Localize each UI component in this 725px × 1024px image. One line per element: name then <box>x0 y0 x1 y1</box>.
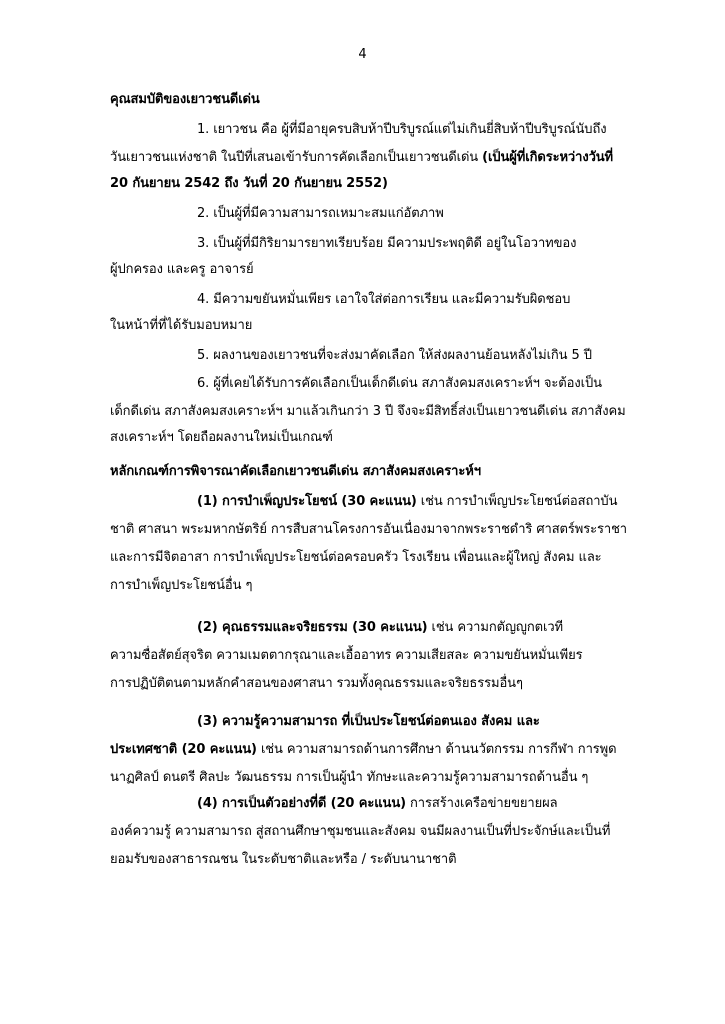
qualification-3-line1: 3. เป็นผู้ที่มีกิริยามารยาทเรียบร้อย มีความประพฤติดี อยู่ในโอวาทของ <box>197 236 577 251</box>
criterion-1-line4: การบำเพ็ญประโยชน์อื่น ๆ <box>110 578 253 593</box>
qualification-1-line2 <box>110 150 613 166</box>
qualification-4-line1: 4. มีความขยันหมั่นเพียร เอาใจใส่ต่อการเรียน และมีความรับผิดชอบ <box>197 292 571 307</box>
criterion-1-title: (1) การบำเพ็ญประโยชน์ (30 คะแนน) <box>197 494 417 509</box>
page-number: 4 <box>358 47 367 62</box>
criterion-3-line2 <box>110 742 616 758</box>
qualification-1-line3: 20 กันยายน 2542 ถึง วันที่ 20 กันยายน 2552) <box>110 176 388 191</box>
qualification-5: 5. ผลงานของเยาวชนที่จะส่งมาคัดเลือก ให้ส่งผลงานย้อนหลังไม่เกิน 5 ปี <box>197 348 592 363</box>
qualification-4-line2: ในหน้าที่ที่ได้รับมอบหมาย <box>110 318 253 333</box>
qualification-6-line3: สงเคราะห์ฯ โดยถือผลงานใหม่เป็นเกณฑ์ <box>110 430 333 445</box>
criterion-1-line3: และการมีจิตอาสา การบำเพ็ญประโยชน์ต่อครอบครัว โรงเรียน เพื่อนและผู้ใหญ่ สังคม และ <box>110 550 602 565</box>
criterion-3-text: เช่น ความสามารถด้านการศึกษา ด้านนวัตกรรม การกีฬา การพูด <box>256 742 617 757</box>
criterion-2-line1 <box>197 620 563 636</box>
criterion-3-title: ประเทศชาติ (20 คะแนน) <box>110 742 257 757</box>
qualification-1-line1: 1. เยาวชน คือ ผู้ที่มีอายุครบสิบห้าปีบริบูรณ์แต่ไม่เกินยี่สิบห้าปีบริบูรณ์นับถึง <box>197 122 607 137</box>
criterion-1-line1 <box>197 494 617 510</box>
criterion-3-line3: นาฏศิลป์ ดนตรี ศิลปะ วัฒนธรรม การเป็นผู้นำ ทักษะและความรู้ความสามารถด้านอื่น ๆ <box>110 770 589 785</box>
criterion-1-line2: ชาติ ศาสนา พระมหากษัตริย์ การสืบสานโครงการอันเนื่องมาจากพระราชดำริ ศาสตร์พระราชา <box>110 522 627 537</box>
criterion-4-line1 <box>197 796 557 812</box>
criterion-2-text: เช่น ความกตัญญูกตเวที <box>427 620 564 635</box>
qualification-6-line1: 6. ผู้ที่เคยได้รับการคัดเลือกเป็นเด็กดีเด่น สภาสังคมสงเคราะห์ฯ จะต้องเป็น <box>197 376 602 391</box>
criterion-1-text: เช่น การบำเพ็ญประโยชน์ต่อสถาบัน <box>416 494 618 509</box>
criterion-4-title: (4) การเป็นตัวอย่างที่ดี (20 คะแนน) <box>197 796 406 811</box>
criterion-4-line2: องค์ความรู้ ความสามารถ สู่สถานศึกษาชุมชนและสังคม จนมีผลงานเป็นที่ประจักษ์และเป็นที่ <box>110 824 611 839</box>
qualification-3-line2: ผู้ปกครอง และครู อาจารย์ <box>110 262 254 277</box>
criterion-4-line3: ยอมรับของสาธารณชน ในระดับชาติและหรือ / ระดับนานาชาติ <box>110 852 457 867</box>
criterion-2-line3: การปฏิบัติตนตามหลักคำสอนของศาสนา รวมทั้งคุณธรรมและจริยธรรมอื่นๆ <box>110 676 523 691</box>
qualification-1-line2-text: วันเยาวชนแห่งชาติ ในปีที่เสนอเข้ารับการคัดเลือกเป็นเยาวชนดีเด่น <box>110 150 483 165</box>
section-heading-qualifications: คุณสมบัติของเยาวชนดีเด่น <box>110 92 260 107</box>
criterion-4-text: การสร้างเครือข่ายขยายผล <box>405 796 558 811</box>
section-heading-criteria: หลักเกณฑ์การพิจารณาคัดเลือกเยาวชนดีเด่น สภาสังคมสงเคราะห์ฯ <box>110 464 481 479</box>
qualification-2: 2. เป็นผู้ที่มีความสามารถเหมาะสมแก่อัตภาพ <box>197 206 444 221</box>
qualification-1-birthdate-range: (เป็นผู้ที่เกิดระหว่างวันที่ <box>482 150 614 165</box>
criterion-3-line1: (3) ความรู้ความสามารถ ที่เป็นประโยชน์ต่อตนเอง สังคม และ <box>197 714 540 729</box>
qualification-6-line2: เด็กดีเด่น สภาสังคมสงเคราะห์ฯ มาแล้วเกินกว่า 3 ปี จึงจะมีสิทธิ์ส่งเป็นเยาวชนดีเด่น สภาสังคม <box>110 404 626 419</box>
criterion-2-title: (2) คุณธรรมและจริยธรรม (30 คะแนน) <box>197 620 428 635</box>
criterion-2-line2: ความซื่อสัตย์สุจริต ความเมตตากรุณาและเอื้ออาทร ความเสียสละ ความขยันหมั่นเพียร <box>110 648 583 663</box>
